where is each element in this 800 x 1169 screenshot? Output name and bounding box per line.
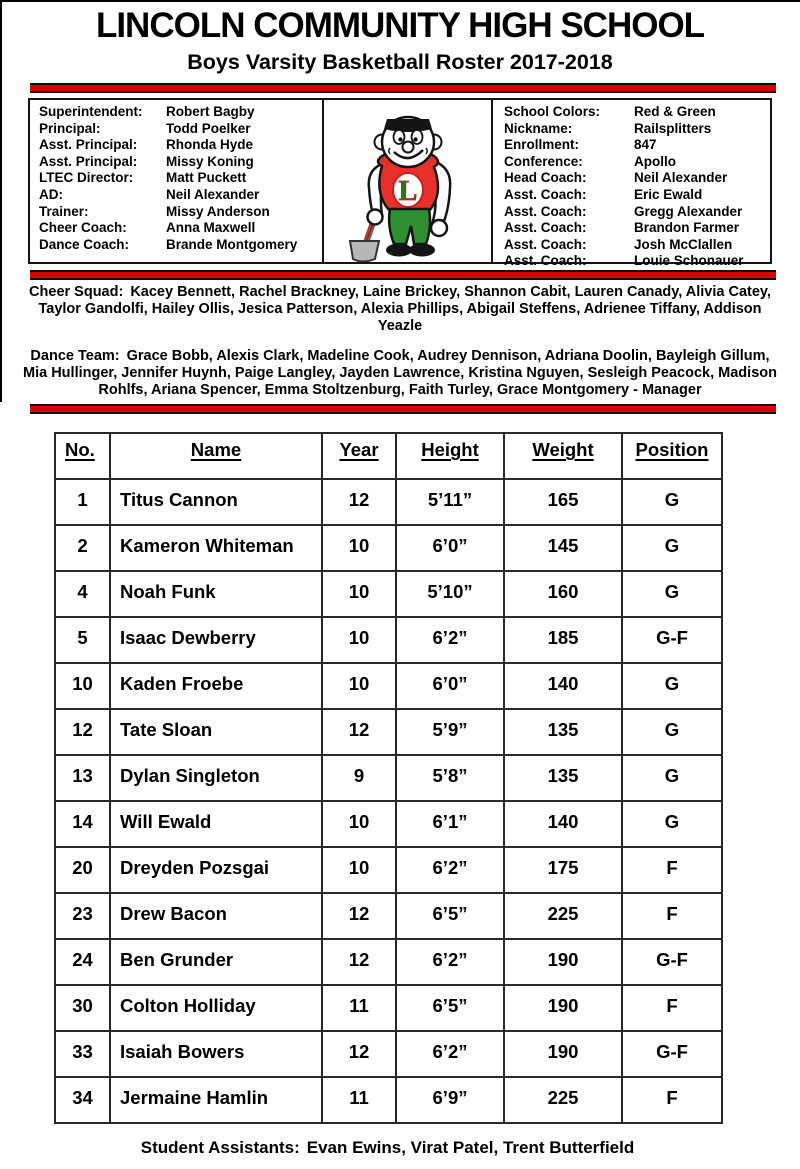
roster-cell-number: 10 <box>55 663 110 709</box>
info-value: Railsplitters <box>634 120 712 136</box>
info-value: Red & Green <box>634 104 716 119</box>
roster-cell-weight: 135 <box>504 755 622 801</box>
dance-team-paragraph <box>22 348 778 399</box>
roster-row <box>55 801 722 847</box>
roster-cell-name: Ben Grunder <box>110 939 322 985</box>
roster-cell-number: 1 <box>55 479 110 525</box>
roster-cell-weight: 190 <box>504 939 622 985</box>
info-label: Conference: <box>504 153 583 169</box>
roster-cell-number: 23 <box>55 893 110 939</box>
roster-cell-weight: 135 <box>504 709 622 755</box>
roster-cell-year: 10 <box>322 663 396 709</box>
dance-team-label: Dance Team: <box>30 348 120 364</box>
roster-cell-number: 33 <box>55 1031 110 1077</box>
roster-row <box>55 479 722 525</box>
info-value: Todd Poelker <box>166 120 251 136</box>
student-assistants-paragraph <box>54 1137 721 1159</box>
roster-cell-height: 6’5” <box>396 893 504 939</box>
info-row <box>39 237 322 254</box>
info-row <box>39 137 322 154</box>
info-label: Cheer Coach: <box>39 220 127 236</box>
info-row <box>39 121 322 138</box>
roster-cell-height: 6’2” <box>396 847 504 893</box>
roster-cell-name: Kaden Froebe <box>110 663 322 709</box>
mascot-hair <box>384 119 432 132</box>
roster-cell-name: Dreyden Pozsgai <box>110 847 322 893</box>
info-row <box>39 220 322 237</box>
roster-cell-weight: 190 <box>504 985 622 1031</box>
roster-cell-position: G <box>622 571 722 617</box>
roster-cell-year: 12 <box>322 893 396 939</box>
roster-cell-height: 5’11” <box>396 479 504 525</box>
school-facts-list <box>493 100 770 269</box>
roster-cell-year: 11 <box>322 1077 396 1123</box>
info-row <box>504 170 770 187</box>
info-row <box>39 154 322 171</box>
roster-cell-height: 6’0” <box>396 663 504 709</box>
roster-header-label: Position <box>635 439 709 460</box>
roster-cell-height: 6’0” <box>396 525 504 571</box>
roster-cell-number: 24 <box>55 939 110 985</box>
roster-header-cell <box>55 433 110 479</box>
dance-team-names: Grace Bobb, Alexis Clark, Madeline Cook, Audrey Dennison, Adriana Doolin, Bayleigh Gillum, Mia Hullinger, Jennifer Huynh, Paige Langley, Jayden Lawrence, Kristina Nguyen, Sesleigh Peacock, Madison Rohlfs, Ariana Spencer, Emma Stoltzenburg, Faith Turley, Grace Montgomery - Manager <box>23 348 777 398</box>
info-label: Enrollment: <box>504 137 580 153</box>
info-row <box>504 104 770 121</box>
roster-header-label: No. <box>65 439 95 460</box>
roster-cell-weight: 175 <box>504 847 622 893</box>
roster-cell-weight: 225 <box>504 1077 622 1123</box>
roster-cell-year: 9 <box>322 755 396 801</box>
roster-row <box>55 1031 722 1077</box>
roster-cell-weight: 185 <box>504 617 622 663</box>
page-title: LINCOLN COMMUNITY HIGH SCHOOL <box>95 6 705 45</box>
roster-header-cell <box>322 433 396 479</box>
roster-header-label: Height <box>421 439 479 460</box>
mascot-shoes <box>386 244 435 257</box>
info-label: Dance Coach: <box>39 236 130 252</box>
info-value: Eric Ewald <box>634 186 703 202</box>
roster-header-cell <box>396 433 504 479</box>
info-box <box>28 98 772 269</box>
roster-cell-number: 30 <box>55 985 110 1031</box>
roster-cell-position: G <box>622 663 722 709</box>
roster-row <box>55 1077 722 1123</box>
roster-cell-year: 10 <box>322 571 396 617</box>
roster-cell-weight: 225 <box>504 893 622 939</box>
roster-cell-number: 5 <box>55 617 110 663</box>
roster-cell-height: 5’8” <box>396 755 504 801</box>
roster-table-body <box>55 479 722 1123</box>
roster-header-label: Weight <box>532 439 594 460</box>
roster-cell-position: G-F <box>622 617 722 663</box>
roster-cell-position: G <box>622 479 722 525</box>
info-value: Robert Bagby <box>166 104 255 119</box>
roster-cell-height: 5’9” <box>396 709 504 755</box>
roster-cell-year: 10 <box>322 525 396 571</box>
info-label: Nickname: <box>504 120 573 136</box>
cheer-squad-names: Kacey Bennett, Rachel Brackney, Laine Brickey, Shannon Cabit, Lauren Canady, Alivia Catey, Taylor Gandolfi, Hailey Ollis, Jesica Patterson, Alexia Phillips, Abigail Steffens, Adrienee Tiffany, Addison Yeazle <box>38 284 771 334</box>
divider-bar-bottom <box>30 404 776 414</box>
scan-edge-left <box>0 0 2 402</box>
roster-header-row <box>55 433 722 479</box>
info-label: Trainer: <box>39 203 89 219</box>
mascot-pants <box>389 209 430 244</box>
info-row <box>504 237 770 254</box>
roster-cell-name: Kameron Whiteman <box>110 525 322 571</box>
roster-cell-height: 6’1” <box>396 801 504 847</box>
info-value: Brande Montgomery <box>166 236 298 252</box>
cheer-squad-paragraph <box>22 284 778 335</box>
roster-cell-number: 12 <box>55 709 110 755</box>
info-value: Anna Maxwell <box>166 220 256 236</box>
roster-cell-height: 6’2” <box>396 617 504 663</box>
info-label: Asst. Coach: <box>504 236 587 252</box>
info-row <box>504 121 770 138</box>
roster-cell-name: Titus Cannon <box>110 479 322 525</box>
info-row <box>504 204 770 221</box>
info-row <box>39 187 322 204</box>
roster-cell-number: 14 <box>55 801 110 847</box>
staff-list <box>30 100 324 262</box>
info-row <box>39 170 322 187</box>
roster-table <box>54 432 723 1124</box>
scan-edge-top <box>0 0 800 2</box>
roster-cell-position: G-F <box>622 939 722 985</box>
roster-cell-height: 6’2” <box>396 939 504 985</box>
info-label: Asst. Principal: <box>39 153 138 169</box>
roster-cell-name: Isaac Dewberry <box>110 617 322 663</box>
info-label: Principal: <box>39 120 101 136</box>
info-value: Neil Alexander <box>166 186 260 202</box>
roster-cell-weight: 190 <box>504 1031 622 1077</box>
info-value: Brandon Farmer <box>634 220 740 236</box>
roster-cell-weight: 160 <box>504 571 622 617</box>
roster-cell-year: 12 <box>322 479 396 525</box>
roster-cell-name: Will Ewald <box>110 801 322 847</box>
info-row <box>504 220 770 237</box>
info-value: Missy Koning <box>166 153 254 169</box>
roster-header-cell <box>110 433 322 479</box>
roster-cell-position: F <box>622 985 722 1031</box>
roster-cell-position: G <box>622 525 722 571</box>
roster-row <box>55 755 722 801</box>
roster-cell-number: 4 <box>55 571 110 617</box>
info-row <box>504 137 770 154</box>
roster-cell-year: 10 <box>322 847 396 893</box>
info-row <box>504 154 770 171</box>
info-value: Louie Schonauer <box>634 253 744 269</box>
info-label: Asst. Coach: <box>504 220 587 236</box>
roster-cell-weight: 140 <box>504 801 622 847</box>
roster-cell-year: 12 <box>322 709 396 755</box>
roster-row <box>55 663 722 709</box>
info-row <box>39 104 322 121</box>
railsplitter-mascot-image <box>337 104 479 262</box>
roster-row <box>55 617 722 663</box>
roster-header-cell <box>622 433 722 479</box>
roster-cell-year: 10 <box>322 801 396 847</box>
info-value: Neil Alexander <box>634 170 728 186</box>
roster-row <box>55 571 722 617</box>
info-value: Gregg Alexander <box>634 203 743 219</box>
roster-cell-height: 6’9” <box>396 1077 504 1123</box>
roster-header-label: Year <box>339 439 379 460</box>
divider-bar-top <box>30 83 776 93</box>
info-label: Asst. Coach: <box>504 253 587 269</box>
roster-cell-name: Drew Bacon <box>110 893 322 939</box>
shirt-letter: L <box>398 176 417 207</box>
info-label: Asst. Coach: <box>504 203 587 219</box>
info-label: School Colors: <box>504 104 601 119</box>
roster-cell-position: G <box>622 801 722 847</box>
roster-cell-position: G <box>622 709 722 755</box>
info-value: 847 <box>634 137 657 153</box>
divider-bar-middle <box>30 270 776 280</box>
roster-cell-number: 20 <box>55 847 110 893</box>
info-label: Superintendent: <box>39 104 143 119</box>
info-value: Matt Puckett <box>166 170 247 186</box>
cheer-squad-label: Cheer Squad: <box>29 284 124 300</box>
info-label: Head Coach: <box>504 170 587 186</box>
roster-cell-name: Noah Funk <box>110 571 322 617</box>
roster-cell-weight: 145 <box>504 525 622 571</box>
info-value: Apollo <box>634 153 676 169</box>
roster-cell-name: Isaiah Bowers <box>110 1031 322 1077</box>
roster-cell-position: F <box>622 1077 722 1123</box>
roster-row <box>55 939 722 985</box>
info-row <box>504 253 770 270</box>
roster-row <box>55 709 722 755</box>
roster-cell-weight: 165 <box>504 479 622 525</box>
roster-cell-height: 6’2” <box>396 1031 504 1077</box>
roster-header-label: Name <box>190 439 242 460</box>
roster-row <box>55 847 722 893</box>
roster-cell-year: 12 <box>322 1031 396 1077</box>
info-value: Missy Anderson <box>166 203 270 219</box>
info-label: Asst. Coach: <box>504 186 587 202</box>
roster-cell-position: F <box>622 847 722 893</box>
roster-cell-year: 12 <box>322 939 396 985</box>
roster-row <box>55 525 722 571</box>
roster-cell-number: 34 <box>55 1077 110 1123</box>
info-value: Rhonda Hyde <box>166 137 254 153</box>
roster-cell-name: Dylan Singleton <box>110 755 322 801</box>
info-label: AD: <box>39 186 63 202</box>
roster-cell-name: Jermaine Hamlin <box>110 1077 322 1123</box>
roster-cell-year: 11 <box>322 985 396 1031</box>
student-assistants-label: Student Assistants: <box>140 1138 300 1157</box>
roster-cell-position: G-F <box>622 1031 722 1077</box>
roster-row <box>55 985 722 1031</box>
info-label: Asst. Principal: <box>39 137 138 153</box>
info-label: LTEC Director: <box>39 170 134 186</box>
roster-cell-year: 10 <box>322 617 396 663</box>
roster-cell-position: G <box>622 755 722 801</box>
roster-header-cell <box>504 433 622 479</box>
info-row <box>504 187 770 204</box>
roster-cell-number: 2 <box>55 525 110 571</box>
mascot-cell <box>324 100 493 262</box>
roster-cell-position: F <box>622 893 722 939</box>
roster-cell-height: 5’10” <box>396 571 504 617</box>
roster-cell-height: 6’5” <box>396 985 504 1031</box>
student-assistants-names: Evan Ewins, Virat Patel, Trent Butterfield <box>306 1138 635 1157</box>
roster-cell-name: Tate Sloan <box>110 709 322 755</box>
info-row <box>39 204 322 221</box>
roster-row <box>55 893 722 939</box>
roster-cell-number: 13 <box>55 755 110 801</box>
page-subtitle: Boys Varsity Basketball Roster 2017-2018 <box>187 50 613 74</box>
roster-cell-weight: 140 <box>504 663 622 709</box>
roster-cell-name: Colton Holliday <box>110 985 322 1031</box>
info-value: Josh McClallen <box>634 236 733 252</box>
